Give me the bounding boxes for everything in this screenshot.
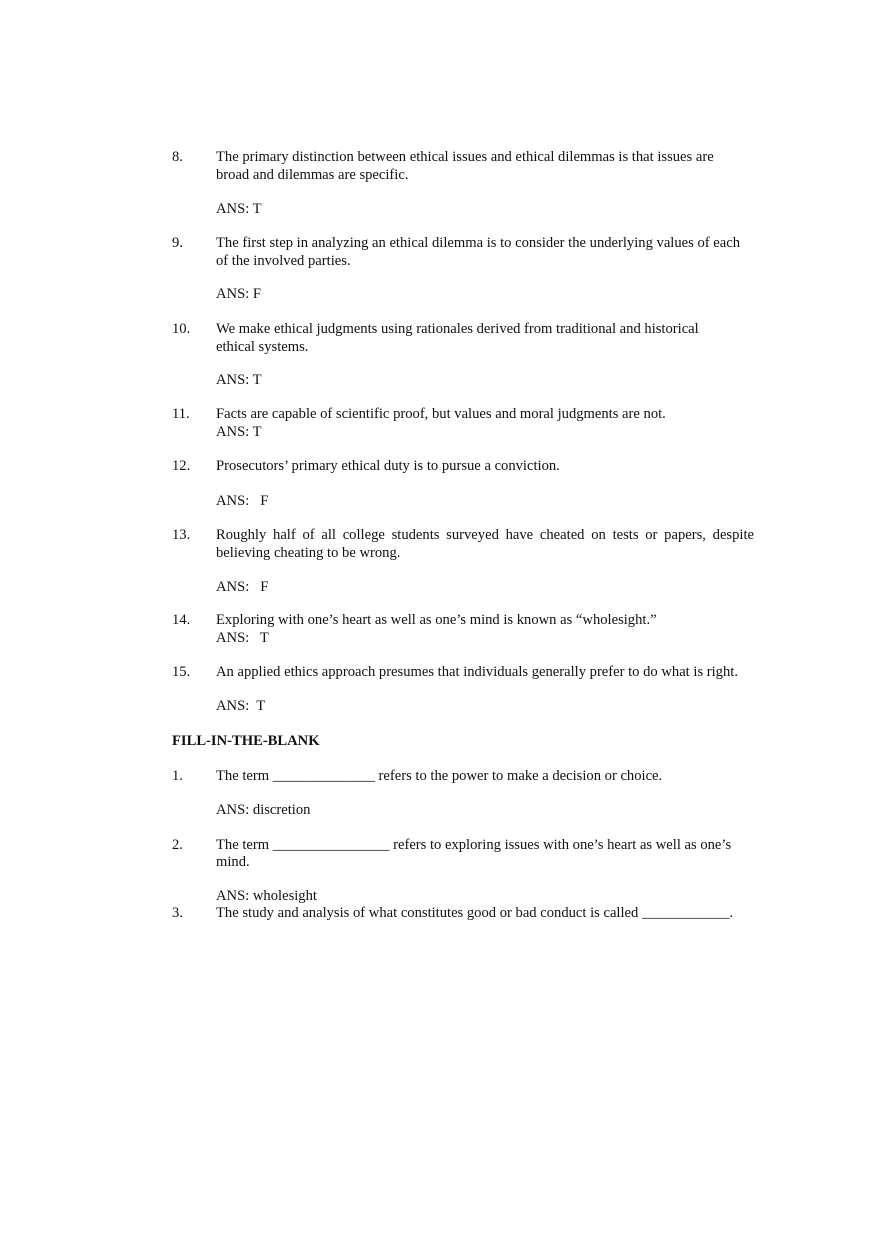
question-text: mind.: [216, 854, 250, 870]
answer-text: ANS: T: [216, 424, 262, 440]
answer-text: ANS: T: [216, 698, 266, 714]
answer-text: ANS: F: [216, 493, 269, 509]
answer-text: ANS: T: [216, 372, 262, 388]
question-text: The first step in analyzing an ethical dilemma is to consider the underlying values of each: [216, 235, 740, 251]
question-text: Facts are capable of scientific proof, but values and moral judgments are not.: [216, 406, 666, 422]
question-text: The study and analysis of what constitutes good or bad conduct is called ____________.: [216, 905, 734, 921]
answer-text: ANS: T: [216, 201, 262, 217]
question-number: 8.: [172, 149, 183, 165]
question-text: ethical systems.: [216, 339, 309, 355]
question-text: The term ______________ refers to the power to make a decision or choice.: [216, 768, 663, 784]
answer-text: ANS: discretion: [216, 802, 311, 818]
question-text: believing cheating to be wrong.: [216, 545, 401, 561]
question-text: Exploring with one’s heart as well as one’s mind is known as “wholesight.”: [216, 612, 657, 628]
question-number: 1.: [172, 768, 183, 784]
question-number: 14.: [172, 612, 191, 628]
answer-text: ANS: T: [216, 630, 269, 646]
question-text: An applied ethics approach presumes that individuals generally prefer to do what is right.: [216, 664, 738, 680]
question-text: broad and dilemmas are specific.: [216, 167, 409, 183]
question-number: 11.: [172, 406, 190, 422]
question-number: 9.: [172, 235, 183, 251]
question-number: 12.: [172, 458, 191, 474]
question-text: Roughly half of all college students surveyed have cheated on tests or papers, despite: [216, 527, 754, 543]
question-text: of the involved parties.: [216, 253, 351, 269]
question-number: 2.: [172, 837, 183, 853]
question-text: The term ________________ refers to exploring issues with one’s heart as well as one’s: [216, 837, 732, 853]
answer-text: ANS: F: [216, 286, 262, 302]
answer-text: ANS: F: [216, 579, 269, 595]
answer-text: ANS: wholesight: [216, 888, 317, 904]
question-number: 10.: [172, 321, 191, 337]
question-text: Prosecutors’ primary ethical duty is to pursue a conviction.: [216, 458, 560, 474]
question-number: 15.: [172, 664, 191, 680]
question-number: 3.: [172, 905, 183, 921]
section-heading: FILL-IN-THE-BLANK: [172, 733, 320, 749]
question-text: The primary distinction between ethical issues and ethical dilemmas is that issues are: [216, 149, 714, 165]
question-number: 13.: [172, 527, 191, 543]
question-text: We make ethical judgments using rationales derived from traditional and historical: [216, 321, 699, 337]
